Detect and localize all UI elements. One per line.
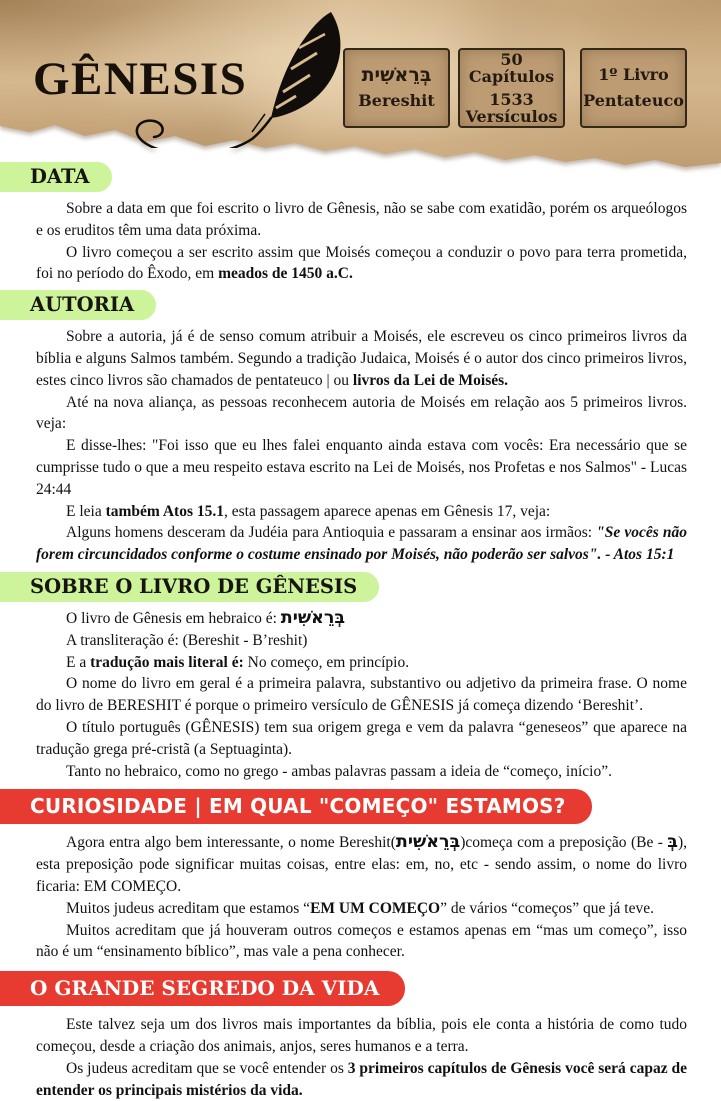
badge-hebrew-name (343, 48, 450, 128)
text-run: meados de 1450 a.C. (218, 265, 353, 283)
text-run: O nome do livro em geral é a primeira palavra, substantivo ou adjetivo da primeira frase. O nome do livro de BERESHIT é porque o primeiro versículo de GÊNESIS já começa dizendo ‘Bereshit’. (36, 675, 687, 715)
section-autoria (0, 285, 721, 566)
text-run: Este talvez seja um dos livros mais importantes da bíblia, pois ele conta a história de como tudo começou, desde a criação dos animais, anjos, seres humanos e a terra. (36, 1016, 687, 1055)
text-run: livros da Lei de Moisés. (352, 371, 509, 389)
hebrew-text: בְּ (667, 832, 678, 853)
text-run: No começo, em princípio. (243, 653, 410, 671)
badge-first-book: 1º Livro (598, 65, 669, 84)
text-run: tradução mais literal é: (90, 653, 244, 671)
section-header-autoria: AUTORIA (0, 290, 156, 320)
text-run: Os judeus acreditam que se você entender os (66, 1059, 348, 1077)
paragraph (36, 326, 687, 391)
text-run: Até na nova aliança, as pessoas reconhecem autoria de Moisés em relação aos 5 primeiros livros. veja: (36, 393, 687, 433)
text-run: , esta passagem aparece apenas em Gênesis 17, veja: (224, 502, 551, 520)
text-run: A transliteração é: (Bereshit - B’reshit) (66, 631, 308, 649)
text-run: Sobre a autoria, já é de senso comum atribuir a Moisés, ele escreveu os cinco primeiros livros da bíblia e alguns Salmos também. Segundo a tradição Judaica, Moisés é o autor dos cinco primeiros livros, estes cinco livros são chamados de pentateuco | ou (36, 328, 687, 389)
quill-feather-icon (105, 6, 350, 148)
section-body-sobre-o-livro (0, 608, 721, 782)
paragraph (36, 242, 687, 286)
page-title: GÊNESIS (33, 53, 248, 105)
paragraph (36, 673, 687, 717)
text-run: ” de vários “começos” que já teve. (440, 899, 654, 917)
paragraph (36, 608, 687, 630)
text-run: O título português (GÊNESIS) tem sua origem grega e vem da palavra “geneseos” que aparece na tradução grega pré-cristã (a Septuaginta). (36, 718, 687, 758)
paragraph (36, 630, 687, 652)
text-run: E leia (66, 502, 106, 520)
text-run: 3 primeiros capítulos de Gênesis você será capaz de entender os principais mistérios da vida. (36, 1059, 687, 1099)
section-grande-segredo (0, 963, 721, 1101)
text-run: Tanto no hebraico, como no grego - ambas palavras passam a ideia de “começo, início”. (66, 762, 612, 780)
text-run: Sobre a data em que foi escrito o livro de Gênesis, não se sabe com exatidão, porém os arqueólogos e os eruditos têm uma data próxima. (36, 200, 687, 239)
hebrew-text: בְּרֵאשִׁית (395, 832, 461, 853)
section-header-curiosidade: CURIOSIDADE | EM QUAL "COMEÇO" ESTAMOS? (0, 789, 592, 824)
paragraph (36, 198, 687, 242)
text-run: "Se vocês não forem circuncidados conforme o costume ensinado por Moisés, não poderão ser salvos". - Atos 15:1 (36, 524, 687, 564)
section-header-sobre-o-livro: SOBRE O LIVRO DE GÊNESIS (0, 572, 379, 602)
paragraph (36, 435, 687, 500)
section-body-data (0, 198, 721, 285)
paragraph (36, 652, 687, 674)
text-run: E a (66, 653, 91, 671)
badge-book-order (580, 48, 687, 128)
section-header-grande-segredo: O GRANDE SEGREDO DA VIDA (0, 971, 405, 1006)
text-run: )começa com a preposição (Be - (460, 834, 668, 852)
hebrew-text: בְּרֵאשִׁית (280, 607, 346, 628)
parchment-header (0, 0, 721, 170)
text-run: Alguns homens desceram da Judéia para Antioquia e passaram a ensinar aos irmãos: (66, 524, 597, 542)
text-run: ), esta preposição pode significar muitas coisas, entre elas: em, no, etc - sendo assim, o nome do livro ficaria: EM COMEÇO. (36, 834, 687, 895)
section-curiosidade (0, 782, 721, 963)
paragraph (36, 717, 687, 761)
text-run: Muitos acreditam que já houveram outros começos e estamos apenas em “mas um começo”, isso não é um “ensinamento bíblico”, mas vale a pena conhecer. (36, 921, 687, 961)
paragraph (36, 501, 687, 523)
section-header-data: DATA (0, 162, 112, 192)
section-data (0, 165, 721, 285)
text-run: Muitos judeus acreditam que estamos “ (66, 899, 311, 917)
section-body-autoria (0, 326, 721, 566)
badge-chapters: 50 Capítulos (468, 50, 555, 86)
section-body-curiosidade (0, 832, 721, 963)
text-run: O livro começou a ser escrito assim que Moisés começou a conduzir o povo para terra prometida, foi no período do Êxodo, em (36, 243, 687, 283)
badge-transliteration: Bereshit (358, 91, 435, 110)
paragraph (36, 832, 687, 897)
text-run: EM UM COMEÇO (310, 899, 441, 917)
badge-hebrew-text: בְּרֵאשִׁית (361, 64, 432, 86)
text-run: O livro de Gênesis em hebraico é: (66, 609, 281, 627)
text-run: E disse-lhes: "Foi isso que eu lhes falei enquanto ainda estava com vocês: Era necessário que se cumprisse tudo o que a meu respeito estava escrito na Lei de Moisés, nos Profetas e nos Salmos" - Lucas 24:44 (36, 437, 687, 498)
paragraph (36, 920, 687, 964)
paragraph (36, 1058, 687, 1101)
text-run: também Atos 15.1 (105, 502, 224, 520)
section-body-grande-segredo (0, 1014, 721, 1101)
paragraph (36, 898, 687, 920)
paragraph (36, 1014, 687, 1058)
paragraph (36, 392, 687, 436)
badge-verses: 1533 Versículos (465, 90, 558, 126)
badge-pentateuch: Pentateuco (583, 91, 684, 110)
text-run: Agora entra algo bem interessante, o nome Bereshit( (66, 834, 396, 852)
section-sobre-o-livro (0, 566, 721, 782)
paragraph (36, 522, 687, 566)
paragraph (36, 761, 687, 783)
badge-chapters-verses (458, 48, 565, 128)
